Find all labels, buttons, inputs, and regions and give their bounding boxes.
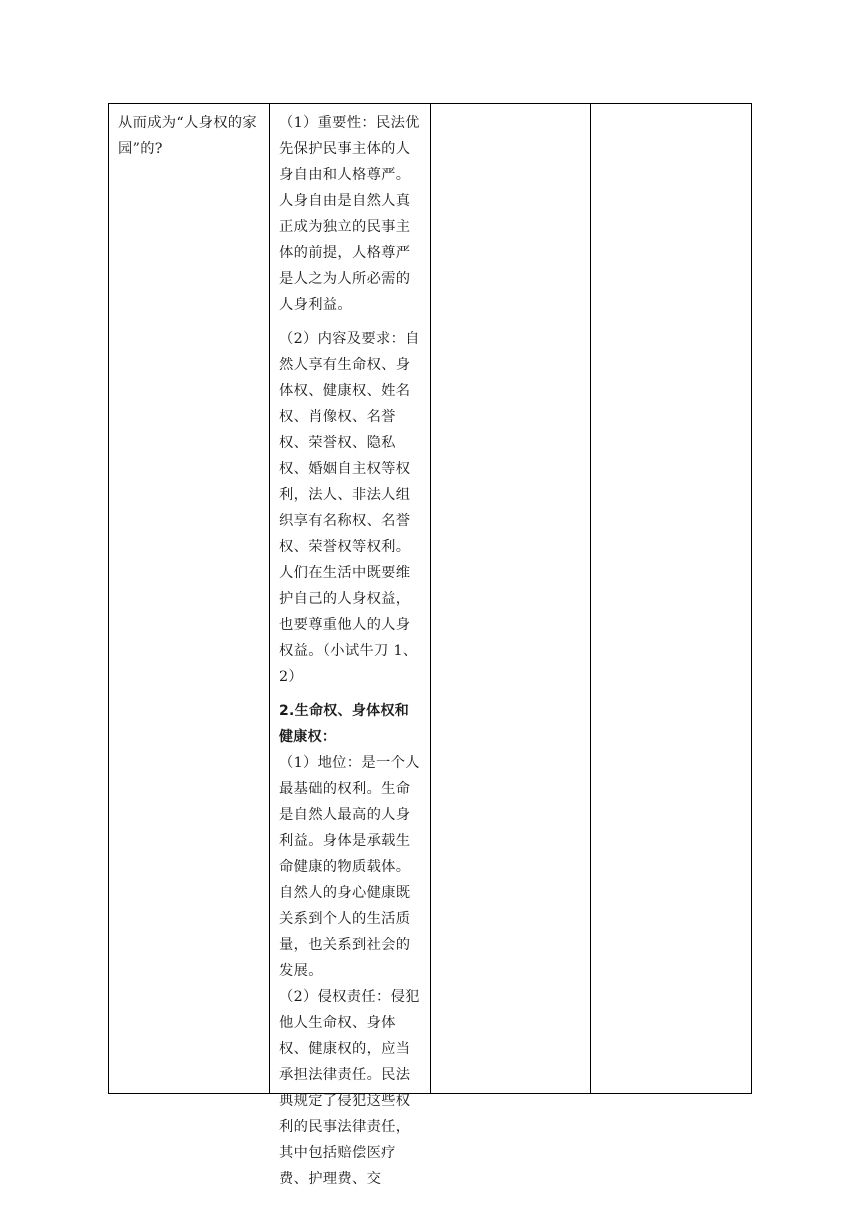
table-row bbox=[109, 104, 752, 1094]
empty-cell-3 bbox=[431, 104, 591, 1094]
content-requirements-paragraph: （2）内容及要求：自然人享有生命权、身体权、健康权、姓名权、肖像权、名誉权、荣誉权、隐私权、婚姻自主权等权利，法人、非法人组织享有名称权、名誉权、荣誉权等权利。人们在生活中既要维护自己的人身权益，也要尊重他人的人身权益。（小试牛刀 1、2） bbox=[279, 331, 420, 685]
importance-paragraph: （1）重要性：民法优先保护民事主体的人身自由和人格尊严。人身自由是自然人真正成为独立的民事主体的前提，人格尊严是人之为人所必需的人身利益。 bbox=[279, 115, 420, 313]
question-text: 从而成为“人身权的家园”的? bbox=[118, 115, 257, 157]
lesson-table bbox=[108, 103, 752, 1187]
liability-paragraph: （2）侵权责任：侵犯他人生命权、身体权、健康权的，应当承担法律责任。民法典规定了侵犯这些权利的民事法律责任，其中包括赔偿医疗费、护理费、交 bbox=[279, 989, 420, 1187]
content-cell bbox=[270, 104, 431, 1187]
question-cell bbox=[109, 104, 270, 1094]
empty-cell-4 bbox=[591, 104, 752, 1094]
section-heading: 2.生命权、身体权和健康权： bbox=[279, 703, 410, 745]
status-paragraph: （1）地位：是一个人最基础的权利。生命是自然人最高的人身利益。身体是承载生命健康的物质载体。自然人的身心健康既关系到个人的生活质量，也关系到社会的发展。 bbox=[279, 755, 420, 979]
